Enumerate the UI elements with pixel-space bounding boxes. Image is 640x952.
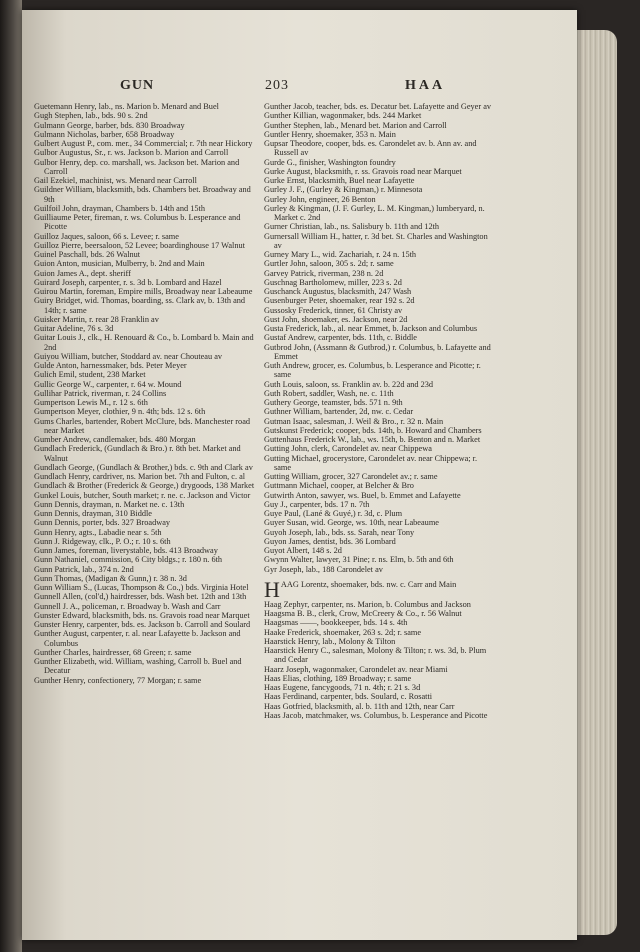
- directory-entry: Guilloz Jaques, saloon, 66 s. Levee; r. same: [34, 231, 179, 241]
- directory-entry: Gunn Dennis, drayman, 310 Biddle: [34, 509, 152, 518]
- directory-entry: Haas Eugene, fancygoods, 71 n. 4th; r. 21 s. 3d: [264, 683, 421, 692]
- directory-entry: Gutbrod John, (Assmann & Gutbrod,) r. Columbus, b. Lafayette and Emmet: [264, 342, 491, 361]
- directory-entry: Gunster Edward, blacksmith, bds. ns. Gravois road near Marquet: [34, 610, 250, 620]
- directory-entry: Haas Ferdinand, carpenter, bds. Soulard, c. Rosatti: [264, 692, 433, 702]
- directory-entry: Gurley John, engineer, 26 Benton: [264, 194, 376, 204]
- right-column: [264, 102, 492, 720]
- directory-entry: Gums Charles, bartender, Robert McClure, bds. Manchester road near Market: [34, 416, 251, 435]
- directory-entry: Guiry Bridget, wid. Thomas, boarding, ss. Clark av, b. 13th and 14th; r. same: [34, 296, 246, 315]
- directory-entry: Gusta Frederick, lab., al. near Emmet, b. Jackson and Columbus: [264, 324, 478, 333]
- directory-entry: Guyon James, dentist, bds. 36 Lombard: [264, 536, 396, 546]
- directory-entry: Gutwirth Anton, sawyer, ws. Buel, b. Emmet and Lafayette: [264, 490, 461, 500]
- directory-entry: Haagsma B. B., clerk, Crow, McCreery & Co., r. 56 Walnut: [264, 609, 462, 618]
- directory-entry: Gyr Joseph, lab., 188 Carondelet av: [264, 564, 383, 574]
- directory-entry: Guirard Joseph, carpenter, r. s. 3d b. Lombard and Hazel: [34, 277, 222, 287]
- directory-entry: Guthner William, bartender, 2d, nw. c. Cedar: [264, 407, 414, 417]
- directory-entry: Guttmann Michael, cooper, at Belcher & Bro: [264, 481, 414, 491]
- directory-entry: Gunn J. Ridgeway, clk., P. O.; r. 10 s. 6th: [34, 536, 171, 546]
- directory-entry: Gunn Dennis, drayman, n. Market ne. c. 13th: [34, 499, 185, 509]
- directory-entry: Guntler Henry, shoemaker, 353 n. Main: [264, 129, 396, 139]
- directory-entry: Guttenhaus Frederick W., lab., ws. 15th, b. Benton and n. Market: [264, 435, 481, 444]
- directory-entry: Gunther Killian, wagonmaker, bds. 244 Market: [264, 111, 422, 121]
- directory-entry: Gulmann Nicholas, barber, 658 Broadway: [34, 129, 175, 139]
- directory-entry: Gumpertson Meyer, clothier, 9 n. 4th; bds. 12 s. 6th: [34, 407, 206, 417]
- directory-entry: Gurner Christian, lab., ns. Salisbury b. 11th and 12th: [264, 222, 440, 232]
- directory-entry: Guion James A., dept. sheriff: [34, 268, 131, 278]
- directory-entry: Guisker Martin, r. rear 28 Franklin av: [34, 314, 159, 324]
- directory-entry: Guyoh Joseph, lab., bds. ss. Sarah, near Tony: [264, 527, 415, 537]
- directory-entry: Gust John, shoemaker, es. Jackson, near 2d: [264, 314, 408, 324]
- directory-entry: Guilliaume Peter, fireman, r. ws. Columbus b. Lesperance and Picotte: [34, 213, 241, 232]
- page-edges: [577, 30, 617, 935]
- directory-entry: Guth Andrew, grocer, es. Columbus, b. Lesperance and Picotte; r. same: [264, 361, 481, 380]
- directory-entry: Gunn Dennis, porter, bds. 327 Broadway: [34, 518, 171, 528]
- directory-entry: Guitar Louis J., clk., H. Renouard & Co., b. Lombard b. Main and 2nd: [34, 333, 254, 352]
- directory-entry: Guy J., carpenter, bds. 17 n. 7th: [264, 499, 370, 509]
- directory-entry: Gulmann George, barber, bds. 830 Broadway: [34, 120, 185, 130]
- directory-entry: Gunther Stephen, lab., Menard bet. Marion and Carroll: [264, 120, 447, 130]
- directory-entry: Gulbor Henry, dep. co. marshall, ws. Jackson bet. Marion and Carroll: [34, 157, 240, 176]
- directory-entry: Gulbert August P., com. mer., 34 Commercial; r. 7th near Hickory: [34, 139, 253, 148]
- directory-entry: Gunn James, foreman, liverystable, bds. 413 Broadway: [34, 546, 218, 555]
- directory-entry: Guetemann Henry, lab., ns. Marion b. Menard and Buel: [34, 102, 219, 111]
- directory-entry: Gunkel Louis, butcher, South market; r. ne. c. Jackson and Victor: [34, 490, 251, 500]
- directory-entry: Gunn Patrick, lab., 374 n. 2nd: [34, 564, 134, 574]
- directory-entry: Gunnell J. A., policeman, r. Broadway b. Wash and Carr: [34, 601, 221, 611]
- directory-entry: Gundlach George, (Gundlach & Brother,) bds. c. 9th and Clark av: [34, 462, 253, 472]
- directory-entry: Gurley & Kingman, (J. F. Gurley, L. M. Kingman,) lumberyard, n. Market c. 2nd: [264, 203, 485, 222]
- directory-entry: Gugh Stephen, lab., bds. 90 s. 2nd: [34, 111, 148, 121]
- page-header: [120, 78, 580, 96]
- directory-entry: Gunther Henry, confectionery, 77 Morgan; r. same: [34, 675, 202, 685]
- directory-entry: Gustaf Andrew, carpenter, bds. 11th, c. Biddle: [264, 333, 417, 343]
- directory-entry: Gunther Elizabeth, wid. William, washing, Carroll b. Buel and Decatur: [34, 657, 242, 676]
- directory-entry: Gurtler John, saloon, 305 s. 2d; r. same: [264, 259, 394, 269]
- directory-entry: Guschanck Augustus, blacksmith, 247 Wash: [264, 287, 412, 296]
- directory-entry: Gurley J. F., (Gurley & Kingman,) r. Minnesota: [264, 185, 423, 195]
- directory-entry: Haake Frederick, shoemaker, 263 s. 2d; r. same: [264, 627, 422, 637]
- directory-entry: Gunther Jacob, teacher, bds. es. Decatur bet. Lafayette and Geyer av: [264, 102, 492, 111]
- directory-entry: Haarstick Henry, lab., Molony & Tilton: [264, 636, 396, 646]
- directory-entry: Gulbor Augustus, Sr., r. ws. Jackson b. Marion and Carroll: [34, 148, 229, 158]
- directory-entry: Gunn Thomas, (Madigan & Gunn,) r. 38 n. 3d: [34, 573, 187, 583]
- directory-entry: Guye Paul, (Lané & Guyé,) r. 3d, c. Plum: [264, 509, 403, 518]
- directory-entry: Gunn Henry, agts., Labadie near s. 5th: [34, 527, 162, 537]
- book-spine: [0, 0, 22, 952]
- directory-entry: Haas Elias, clothing, 189 Broadway; r. same: [264, 673, 412, 683]
- directory-entry: Gundlach Frederick, (Gundlach & Bro.) r. 8th bet. Market and Walnut: [34, 444, 241, 463]
- directory-entry: Gullihar Patrick, riverman, r. 24 Collins: [34, 388, 167, 398]
- directory-entry: Haarstick Henry C., salesman, Molony & Tilton; r. ws. 3d, b. Plum and Cedar: [264, 646, 487, 665]
- directory-entry: Gutting John, clerk, Carondelet av. near Chippewa: [264, 444, 432, 454]
- directory-entry: Guilloz Pierre, beersaloon, 52 Levee; boardinghouse 17 Walnut: [34, 240, 245, 250]
- directory-entry: Guth Louis, saloon, ss. Franklin av. b. 22d and 23d: [264, 379, 434, 389]
- directory-entry: Guyot Albert, 148 s. 2d: [264, 546, 342, 555]
- directory-entry: Guyer Susan, wid. George, ws. 10th, near Labeaume: [264, 518, 439, 528]
- page-number: 203: [265, 78, 289, 93]
- directory-entry: Haag Zephyr, carpenter, ns. Marion, b. Columbus and Jackson: [264, 599, 471, 609]
- directory-entry: Gurke August, blacksmith, r. ss. Gravois road near Marquet: [264, 166, 462, 176]
- directory-entry: Gulich Emil, student, 238 Market: [34, 370, 146, 380]
- directory-entry: Guildner William, blacksmith, bds. Chambers bet. Broadway and 9th: [34, 185, 251, 204]
- directory-entry: Gunther August, carpenter, r. al. near Lafayette b. Jackson and Columbus: [34, 629, 241, 648]
- directory-entry: Gurney Mary L., wid. Zachariah, r. 24 n. 15th: [264, 250, 417, 259]
- directory-entry: Guinel Paschall, bds. 26 Walnut: [34, 250, 141, 259]
- directory-entry: Gurke Ernst, blacksmith, Buel near Lafayette: [264, 176, 415, 185]
- directory-entry: Gurde G., finisher, Washington foundry: [264, 157, 396, 167]
- directory-entry-haag: [264, 576, 492, 602]
- directory-entry: Guschnag Bartholomew, miller, 223 s. 2d: [264, 277, 402, 287]
- directory-entry: Gunster Henry, carpenter, bds. es. Jackson b. Carroll and Soulard: [34, 620, 251, 629]
- directory-entry: Gupsar Theodore, cooper, bds. es. Carondelet av. b. Ann av. and Russell av: [264, 139, 477, 158]
- directory-entry: Guth Robert, saddler, Wash, ne. c. 11th: [264, 388, 394, 398]
- directory-entry: Gurnersall William H., hatter, r. 3d bet. St. Charles and Washington av: [264, 231, 488, 250]
- header-left: GUN: [120, 78, 155, 93]
- directory-entry: Gunn Nathaniel, commission, 6 City bldgs.; r. 180 n. 6th: [34, 555, 223, 565]
- directory-entry: Haas Jacob, matchmaker, ws. Columbus, b. Lesperance and Picotte: [264, 710, 488, 720]
- directory-entry: Gundlach & Brother (Frederick & George,) drygoods, 138 Market: [34, 481, 255, 491]
- directory-entry: Haagsmas ——, bookkeeper, bds. 14 s. 4th: [264, 618, 408, 628]
- directory-entry: Gussosky Frederick, tinner, 61 Christy av: [264, 305, 403, 315]
- right-column-g-entries: [264, 102, 492, 574]
- header-right: HAA: [405, 78, 446, 93]
- directory-entry: Gutskunst Frederick; cooper, bds. 14th, b. Howard and Chambers: [264, 425, 482, 435]
- directory-entry: Guion Anton, musician, Mulberry, b. 2nd and Main: [34, 259, 205, 269]
- directory-entry: Guitar Adeline, 76 s. 3d: [34, 324, 114, 333]
- directory-entry: Gulde Anton, harnessmaker, bds. Peter Meyer: [34, 361, 187, 370]
- right-column-h-entries: [264, 600, 492, 720]
- directory-entry: Gusenburger Peter, shoemaker, rear 192 s. 2d: [264, 296, 415, 306]
- directory-entry: Guirou Martin, foreman, Empire mills, Broadway near Labeaume: [34, 287, 253, 296]
- directory-entry: Gullic George W., carpenter, r. 64 w. Mound: [34, 379, 182, 389]
- dropcap-letter: H: [264, 576, 280, 602]
- directory-entry: Gundlach Henry, cardriver, ns. Marion bet. 7th and Fulton, c. al: [34, 472, 246, 481]
- directory-entry: Gail Ezekiel, machinist, ws. Menard near Carroll: [34, 176, 197, 185]
- left-column: [34, 102, 262, 685]
- directory-entry: Gutman Isaac, salesman, J. Weil & Bro., r. 32 n. Main: [264, 416, 444, 426]
- directory-entry: Guthery George, teamster, bds. 571 n. 9th: [264, 398, 403, 407]
- directory-entry: Gumpertson Lewis M., r. 12 s. 6th: [34, 398, 148, 407]
- directory-entry: Gumber Andrew, candlemaker, bds. 480 Morgan: [34, 435, 196, 444]
- directory-entry: Gutting Michael, grocerystore, Carondelet av. near Chippewa; r. same: [264, 453, 478, 472]
- directory-entry: Gunnell Allen, (col'd,) hairdresser, bds. Wash bet. 12th and 13th: [34, 592, 247, 602]
- directory-entry: Gwynn Walter, lawyer, 31 Pine; r. ns. Elm, b. 5th and 6th: [264, 555, 454, 565]
- directory-entry: Guiyou William, butcher, Stoddard av. near Chouteau av: [34, 351, 223, 361]
- entry-text: AAG Lorentz, shoemaker, bds. nw. c. Carr and Main: [280, 579, 457, 589]
- directory-entry: Gutting William, grocer, 327 Carondelet av.; r. same: [264, 472, 438, 481]
- directory-entry: Haas Gotfried, blacksmith, al. b. 11th and 12th, near Carr: [264, 701, 455, 711]
- directory-entry: Guilfoil John, drayman, Chambers b. 14th and 15th: [34, 203, 205, 213]
- directory-entry: Haarz Joseph, wagonmaker, Carondelet av. near Miami: [264, 664, 448, 674]
- directory-entry: Gunther Charles, hairdresser, 68 Green; r. same: [34, 647, 192, 657]
- directory-entry: Gunn William S., (Lucas, Thompson & Co.,) bds. Virginia Hotel: [34, 583, 249, 592]
- directory-entry: Garvey Patrick, riverman, 238 n. 2d: [264, 268, 384, 278]
